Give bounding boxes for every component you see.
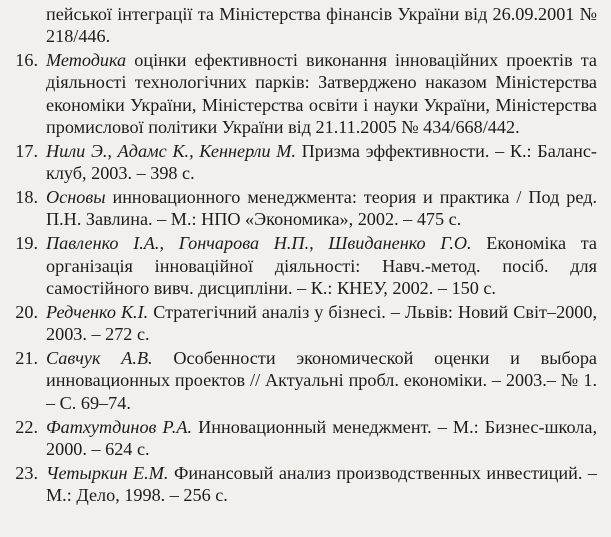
reference-entry-22 bbox=[0, 416, 597, 461]
reference-entry-19 bbox=[0, 232, 597, 299]
reference-text: Економіка та організація інноваційної діяльності: Навч.-метод. посіб. для самостійного вивч. дисципліни. – К.: КНЕУ, 2002. – 150 с. bbox=[46, 233, 597, 298]
reference-entry-continuation bbox=[0, 3, 597, 48]
reference-entry-18 bbox=[0, 186, 597, 231]
reference-text: Особенности экономической оценки и выбора инновационных проектов // Актуальні пробл. економіки. – 2003.– № 1. – С. 69–74. bbox=[46, 348, 597, 413]
reference-entry-21 bbox=[0, 347, 597, 414]
reference-text: Призма эффективности. – К.: Баланс-клуб, 2003. – 398 с. bbox=[46, 140, 597, 184]
reference-author: Редченко К.І. bbox=[46, 301, 149, 322]
reference-author: Савчук А.В. bbox=[46, 348, 153, 369]
reference-number: 20. bbox=[15, 301, 38, 322]
reference-number: 17. bbox=[15, 140, 38, 161]
reference-text: пейської інтеграції та Міністерства фінансів України від 26.09.2001 № 218/446. bbox=[46, 4, 597, 47]
reference-author: Нили Э., Адамс К., Кеннерли М. bbox=[46, 140, 296, 161]
reference-text: Стратегічний аналіз у бізнесі. – Львів: Новий Світ–2000, 2003. – 272 с. bbox=[46, 301, 597, 345]
reference-entry-16 bbox=[0, 49, 597, 138]
reference-number: 16. bbox=[15, 50, 38, 71]
reference-text: инновационного менеджмента: теория и практика / Под ред. П.Н. Завлина. – М.: НПО «Экономика», 2002. – 475 с. bbox=[46, 187, 597, 230]
reference-text: Инновационный менеджмент. – М.: Бизнес-школа, 2000. – 624 с. bbox=[46, 416, 597, 459]
reference-text: Финансовый анализ производственных инвестиций. – М.: Дело, 1998. – 256 с. bbox=[46, 462, 597, 505]
reference-text: оцінки ефективності виконання інноваційних проектів та діяльності технологічних парків: Затверджено наказом Міністерства економіки України, Міністерства освіти і науки України, Міністерства промислової політики України від 21.11.2005 № 434/668/442. bbox=[46, 50, 597, 138]
reference-entry-23 bbox=[0, 462, 597, 507]
reference-entry-17 bbox=[0, 140, 597, 185]
reference-number: 18. bbox=[15, 187, 38, 208]
reference-author: Павленко І.А., Гончарова Н.П., Швиданенко Г.О. bbox=[46, 233, 472, 254]
reference-number: 22. bbox=[15, 416, 38, 437]
reference-author: Методика bbox=[46, 50, 127, 71]
reference-number: 21. bbox=[15, 348, 38, 369]
reference-author: Фатхутдинов Р.А. bbox=[46, 416, 193, 437]
reference-number: 19. bbox=[15, 233, 38, 254]
reference-author: Четыркин Е.М. bbox=[46, 462, 169, 483]
reference-entry-20 bbox=[0, 301, 597, 346]
reference-number: 23. bbox=[15, 462, 38, 483]
reference-author: Основы bbox=[46, 187, 106, 208]
